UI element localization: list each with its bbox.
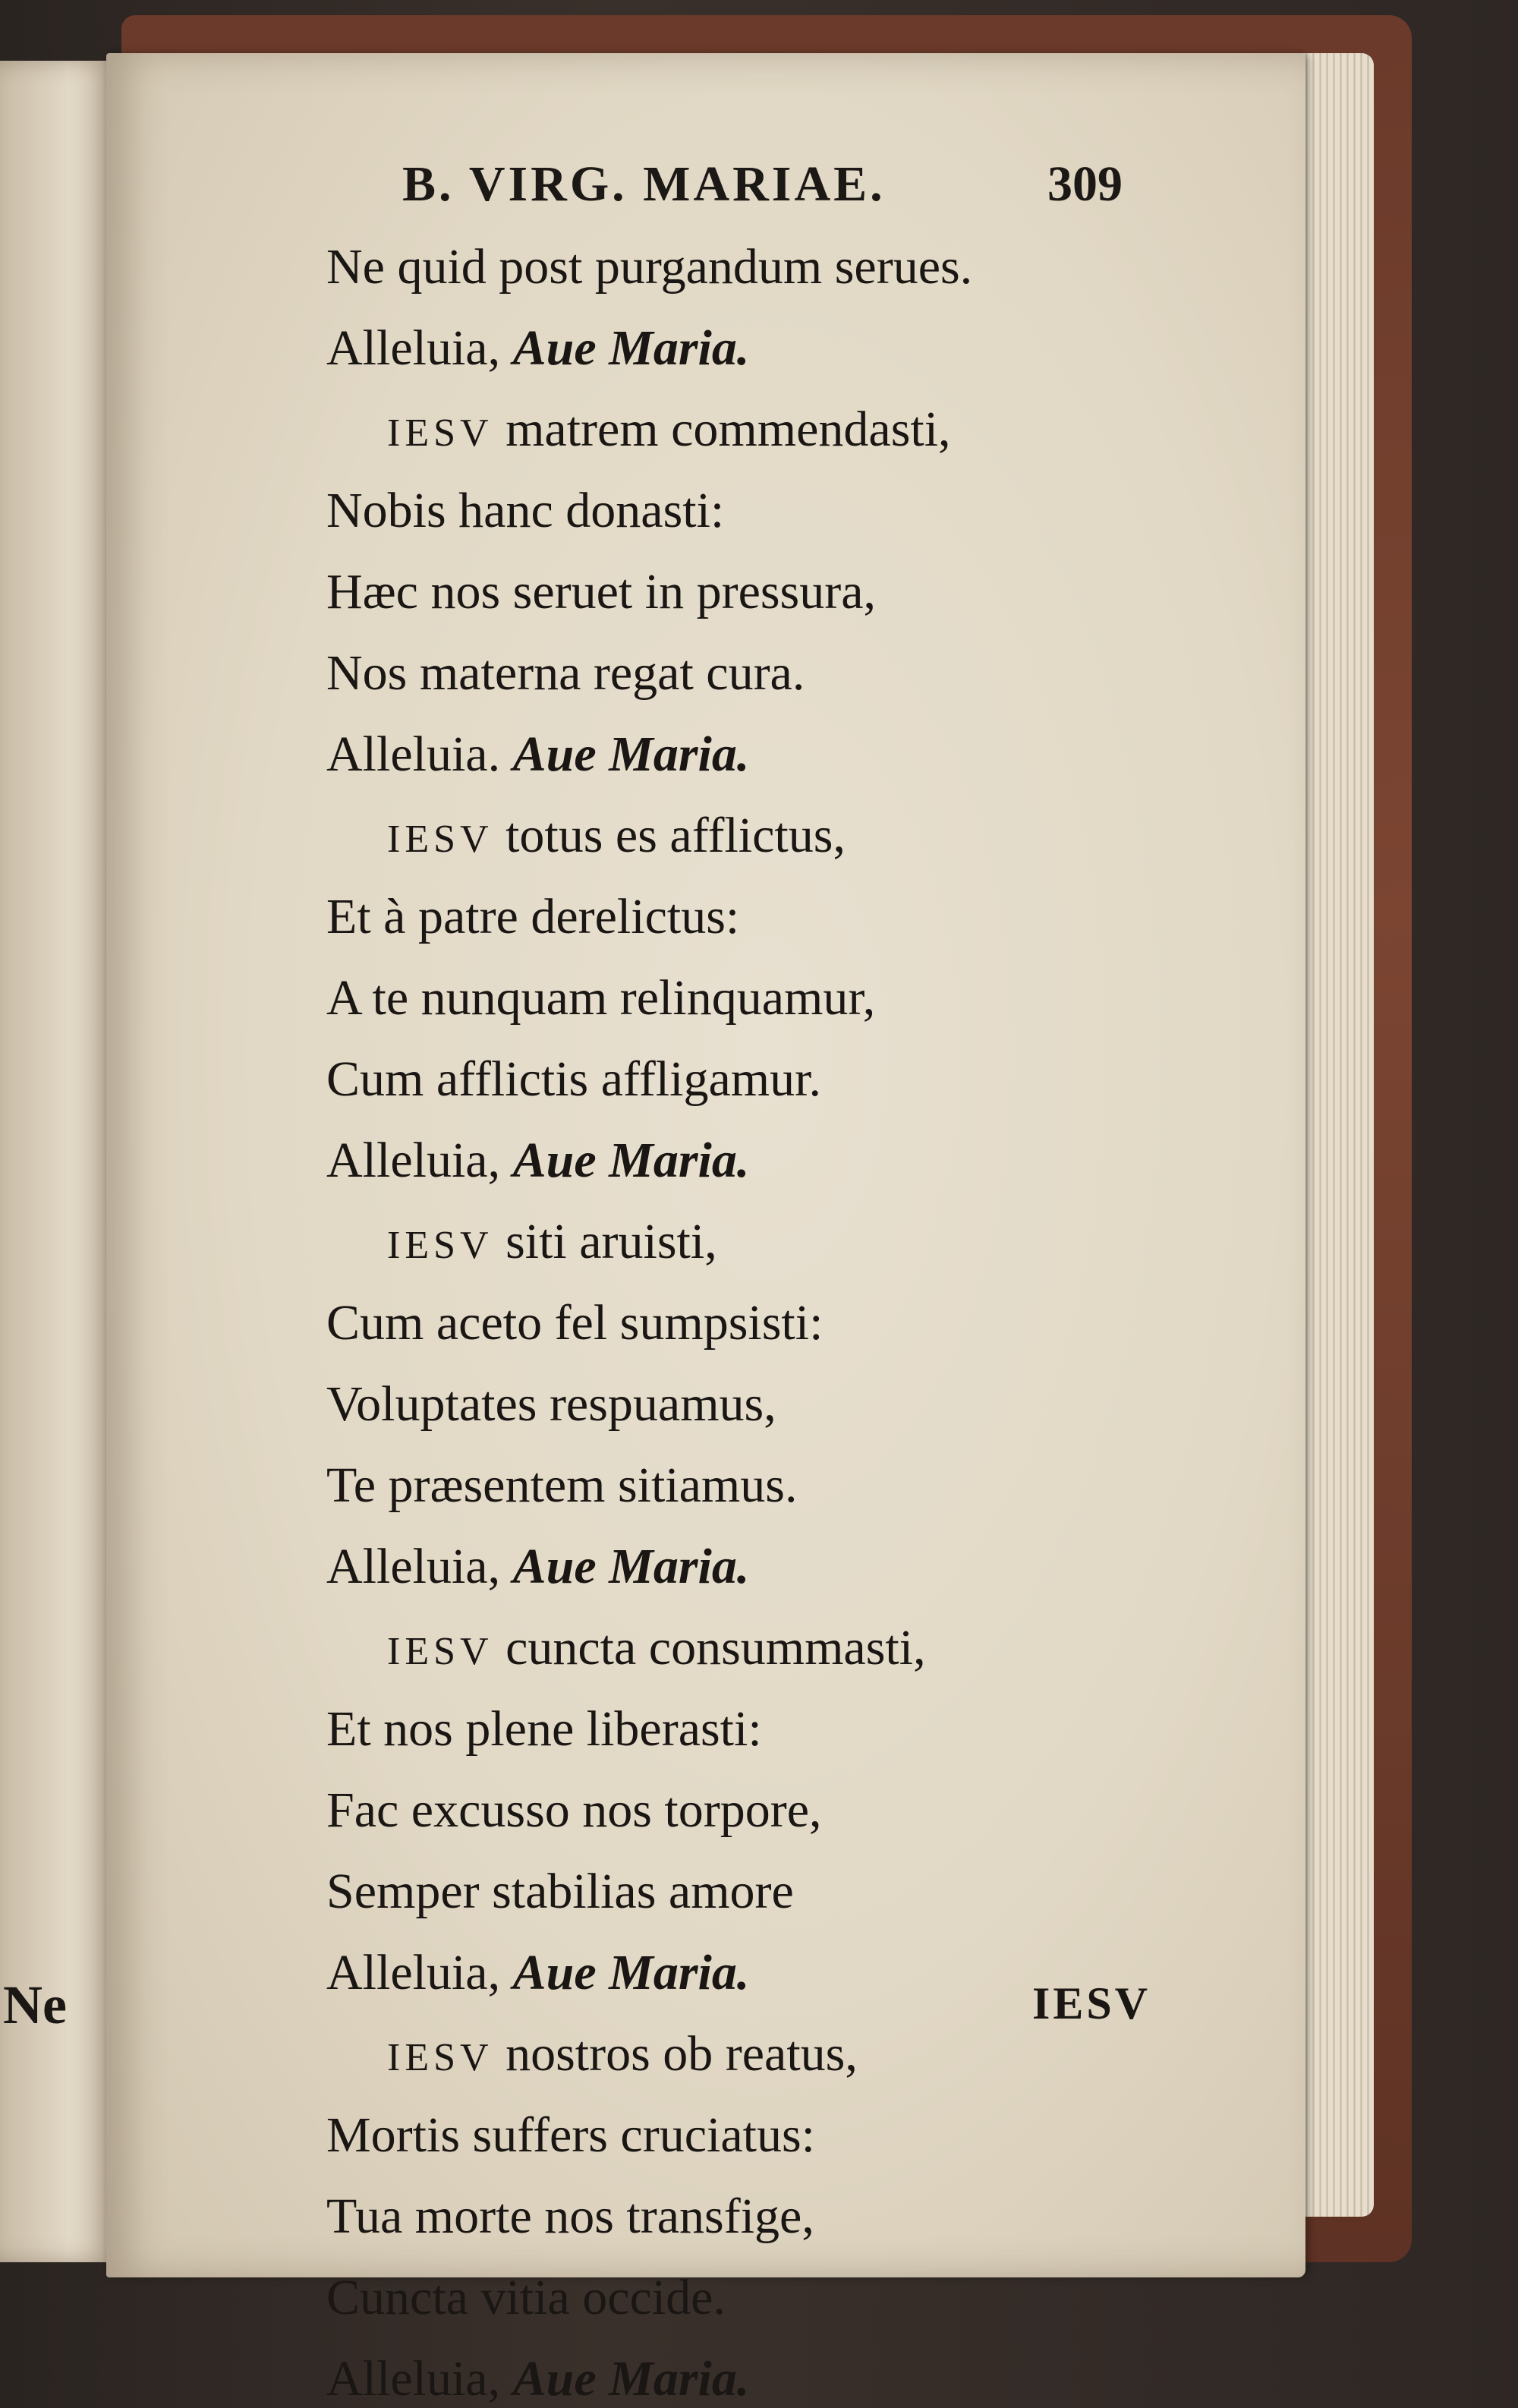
verse-line-text: Alleluia, (326, 2351, 513, 2406)
verse-line-text: Nos materna regat cura. (326, 645, 805, 701)
catchword: IESV (1032, 1978, 1151, 2028)
verse-line (326, 1039, 1184, 1120)
verse-line-italic: Aue Maria. (512, 726, 750, 782)
verse-line-text: Tua morte nos transfige, (326, 2189, 814, 2244)
running-title: B. VIRG. MARIAE. (402, 156, 886, 212)
verse-line (326, 389, 1184, 470)
verse-line-text: Ne quid post purgandum serues. (326, 239, 973, 295)
verse-line-text: A te nunquam relinquamur, (326, 970, 876, 1026)
verse-line-italic: Aue Maria. (512, 1133, 750, 1188)
verse-line-caps: IESV (387, 1630, 493, 1673)
verse-line (326, 876, 1184, 957)
left-page-edge (0, 61, 114, 2262)
verse-line-text: cuncta consummasti, (493, 1620, 926, 1675)
verse-line-text: Voluptates respuamus, (326, 1376, 776, 1432)
verse-line (326, 226, 1184, 307)
verse-line-text: Alleluia, (326, 320, 513, 376)
verse-line-text: Cuncta vitia occide. (326, 2270, 726, 2325)
verse-line (326, 307, 1184, 389)
verse-line-text: Alleluia, (326, 1945, 513, 2000)
verse-line-text: Cum afflictis affligamur. (326, 1051, 821, 1107)
verse-line-caps: IESV (387, 411, 493, 455)
verse-line-text: siti aruisti, (493, 1214, 717, 1269)
verse-line-text: Hæc nos seruet in pressura, (326, 564, 877, 619)
verse-line-italic: Aue Maria. (512, 320, 750, 376)
verse-line (326, 632, 1184, 714)
verse-line (326, 1526, 1184, 1607)
verse-line-text: Et nos plene liberasti: (326, 1701, 762, 1757)
verse-line (326, 714, 1184, 795)
verse-line (326, 551, 1184, 632)
verse-line-caps: IESV (387, 2036, 493, 2079)
verse-line-text: Alleluia. (326, 726, 513, 782)
verse-line (326, 1688, 1184, 1770)
verse-line-text: totus es afflictus, (493, 808, 846, 863)
verse-line (326, 795, 1184, 876)
verse-line-text: Cum aceto fel sumpsisti: (326, 1295, 824, 1351)
verse-line-text: Te præsentem sitiamus. (326, 1458, 798, 1513)
verse-line (326, 470, 1184, 551)
verse-line (326, 1363, 1184, 1445)
verse-line (326, 957, 1184, 1039)
verse-line-italic: Aue Maria. (512, 2351, 750, 2406)
verse-line (326, 1770, 1184, 1851)
verse-line-text: Alleluia, (326, 1539, 513, 1594)
verse-line-text: Et à patre derelictus: (326, 889, 740, 944)
verse-line (326, 1282, 1184, 1363)
verse-block (326, 226, 1184, 2408)
verse-line-text: Fac excusso nos torpore, (326, 1782, 822, 1838)
verse-line (326, 2338, 1184, 2408)
verse-line (326, 1607, 1184, 1688)
verse-line (326, 1120, 1184, 1201)
verse-line (326, 1851, 1184, 1932)
verse-line-italic: Aue Maria. (512, 1539, 750, 1594)
verse-line-text: Nobis hanc donasti: (326, 483, 725, 538)
verse-line (326, 1445, 1184, 1526)
verse-line-caps: IESV (387, 818, 493, 861)
verse-line (326, 2176, 1184, 2257)
verse-line-italic: Aue Maria. (512, 1945, 750, 2000)
verse-line (326, 2094, 1184, 2176)
verse-line-text: nostros ob reatus, (493, 2026, 858, 2082)
verse-line (326, 1201, 1184, 1282)
verse-line-caps: IESV (387, 1224, 493, 1267)
verse-line-text: Mortis suffers cruciatus: (326, 2107, 815, 2163)
verse-line-text: matrem commendasti, (493, 402, 951, 457)
book-page (106, 53, 1305, 2406)
verse-line-text: Alleluia, (326, 1133, 513, 1188)
verse-line (326, 2257, 1184, 2338)
left-page-fragment: Ne (3, 1975, 67, 2035)
verse-line-text: Semper stabilias amore (326, 1864, 794, 1919)
page-number: 309 (1047, 156, 1123, 212)
